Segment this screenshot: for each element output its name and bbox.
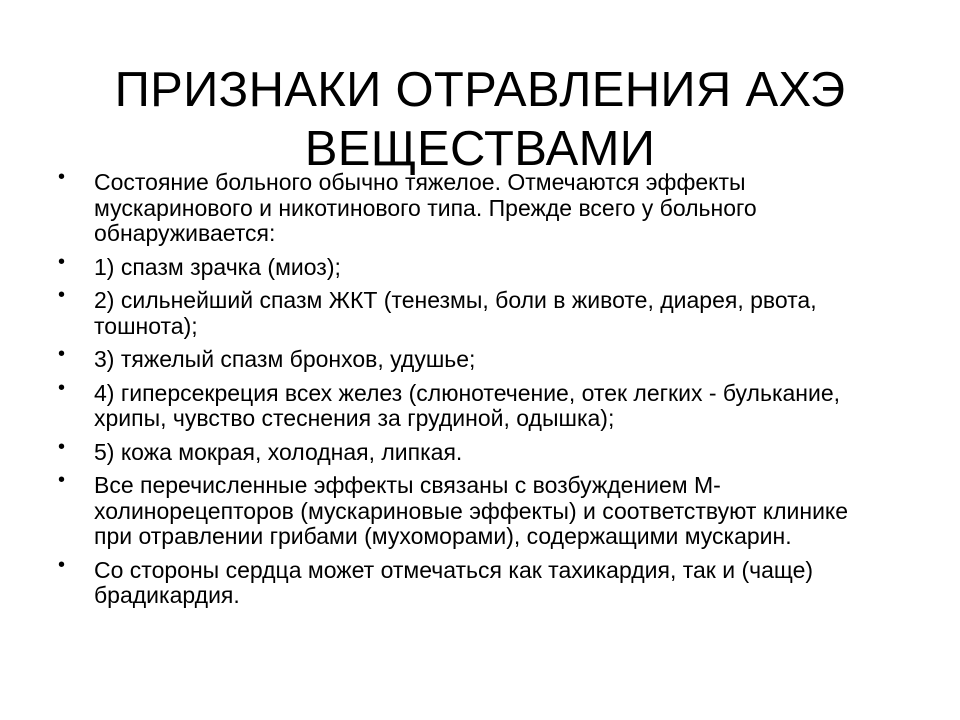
bullet-item-hypersecretion <box>58 376 888 432</box>
bullet-item-heart <box>58 553 888 609</box>
bullet-item-intro <box>58 166 888 247</box>
bullet-icon: • <box>58 376 66 399</box>
bullet-item-gi-spasm <box>58 284 888 339</box>
bullet-item-bronchospasm <box>58 343 888 373</box>
slide-title-line-2: ВЕЩЕСТВАМИ <box>304 121 656 176</box>
bullet-item-miosis <box>58 250 888 281</box>
slide-title <box>48 61 912 179</box>
bullet-text: 2) сильнейший спазм ЖКТ (тенезмы, боли в животе, диарея, рвота, тошнота); <box>94 287 817 339</box>
bullet-icon: • <box>58 250 66 273</box>
bullet-text: 4) гиперсекреция всех желез (слюнотечение, отек легких - булькание, хрипы, чувство стеснения за грудиной, одышка); <box>94 379 841 431</box>
slide-title-line-1: ПРИЗНАКИ ОТРАВЛЕНИЯ АХЭ <box>114 62 846 117</box>
bullet-text: 3) тяжелый спазм бронхов, удушье; <box>94 346 476 372</box>
bullet-icon: • <box>58 553 66 576</box>
bullet-text: 5) кожа мокрая, холодная, липкая. <box>94 438 463 465</box>
bullet-list <box>58 166 888 617</box>
bullet-icon: • <box>58 166 66 188</box>
bullet-item-skin <box>58 435 888 466</box>
bullet-icon: • <box>58 343 66 365</box>
bullet-text: Состояние больного обычно тяжелое. Отмечаются эффекты мускаринового и никотинового типа. Прежде всего у больного обнаруживается: <box>94 169 757 246</box>
bullet-text: 1) спазм зрачка (миоз); <box>94 253 341 280</box>
bullet-text: Все перечисленные эффекты связаны с возбуждением М-холинорецепторов (мускариновые эффекты) и соответствуют клинике при отравлении грибами (мухоморами), содержащими мускарин. <box>94 472 849 549</box>
bullet-text: Со стороны сердца может отмечаться как тахикардия, так и (чаще) брадикардия. <box>94 556 814 608</box>
bullet-icon: • <box>58 435 66 458</box>
bullet-item-muscarinic-effects <box>58 469 888 550</box>
bullet-icon: • <box>58 469 66 491</box>
bullet-icon: • <box>58 284 66 306</box>
